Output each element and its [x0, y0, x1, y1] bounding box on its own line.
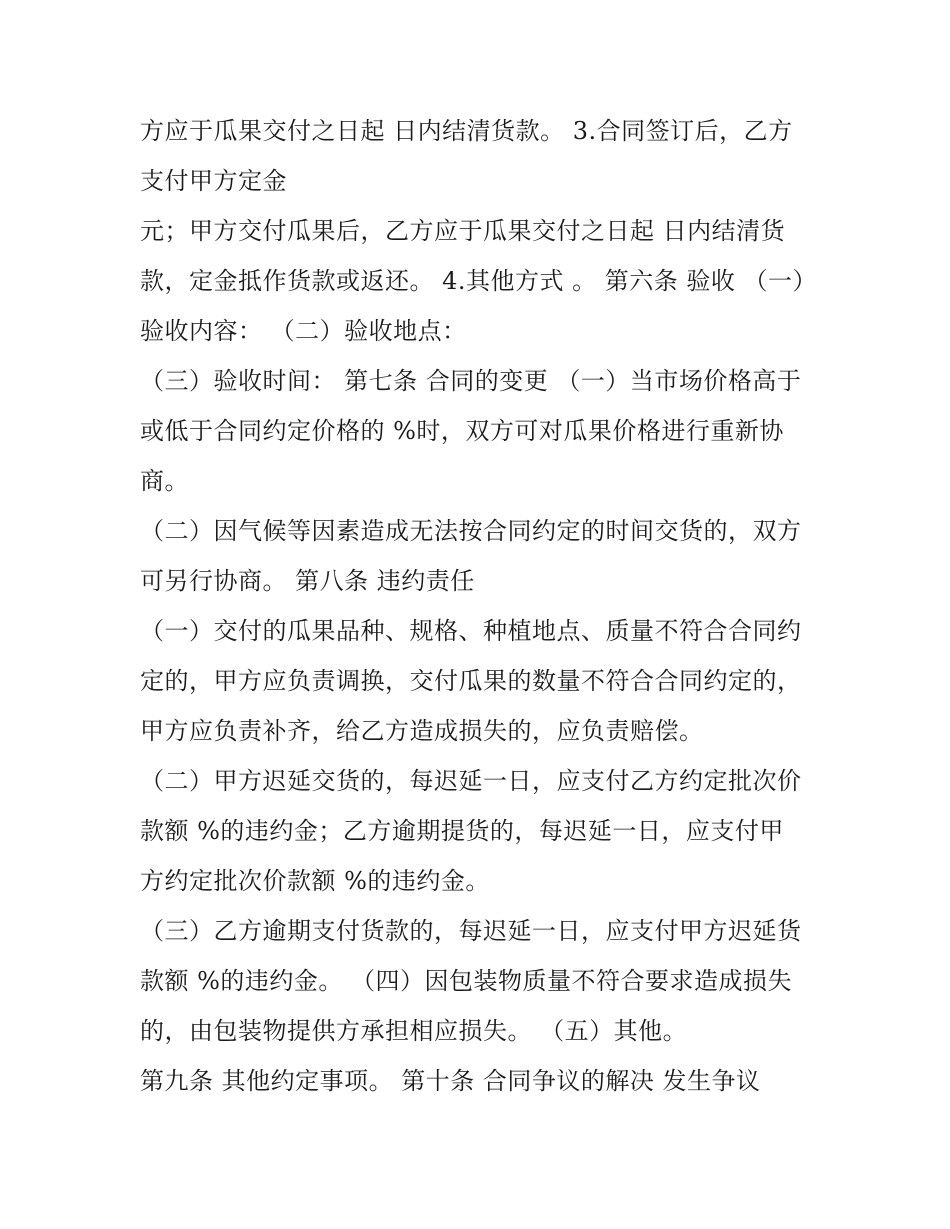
document-body	[140, 106, 820, 1106]
text-line: 定的，甲方应负责调换，交付瓜果的数量不符合合同约定的，	[140, 667, 802, 695]
text-line: 支付甲方定金	[140, 167, 287, 195]
text-line: 验收内容： （二）验收地点：	[140, 317, 467, 345]
text-line: 款额 %的违约金。 （四）因包装物质量不符合要求造成损失	[140, 967, 793, 995]
text-line: 款额 %的违约金；乙方逾期提货的，每迟延一日，应支付甲	[140, 817, 784, 845]
text-line: （三）乙方逾期支付货款的，每迟延一日，应支付甲方迟延货	[140, 917, 802, 945]
text-line: （三）验收时间： 第七条 合同的变更 （一）当市场价格高于	[140, 367, 802, 395]
text-line: 甲方应负责补齐，给乙方造成损失的，应负责赔偿。	[140, 717, 704, 745]
text-line: （二）因气候等因素造成无法按合同约定的时间交货的，双方	[140, 517, 802, 545]
text-line: 的，由包装物提供方承担相应损失。 （五）其他。	[140, 1017, 688, 1045]
text-line: （一）交付的瓜果品种、规格、种植地点、质量不符合合同约	[140, 617, 802, 645]
text-line: 第九条 其他约定事项。 第十条 合同争议的解决 发生争议	[140, 1067, 761, 1095]
text-line: （二）甲方迟延交货的，每迟延一日，应支付乙方约定批次价	[140, 767, 802, 795]
text-line: 商。	[140, 467, 189, 495]
text-line: 元；甲方交付瓜果后，乙方应于瓜果交付之日起 日内结清货	[140, 217, 786, 245]
text-line: 方应于瓜果交付之日起 日内结清货款。 3.合同签订后，乙方	[140, 117, 793, 145]
text-line: 可另行协商。 第八条 违约责任	[140, 567, 475, 595]
text-line: 款，定金抵作货款或返还。 4.其他方式 。 第六条 验收 （一）	[140, 267, 818, 295]
text-line: 或低于合同约定价格的 %时，双方可对瓜果价格进行重新协	[140, 417, 784, 445]
text-line: 方约定批次价款额 %的违约金。	[140, 867, 490, 895]
